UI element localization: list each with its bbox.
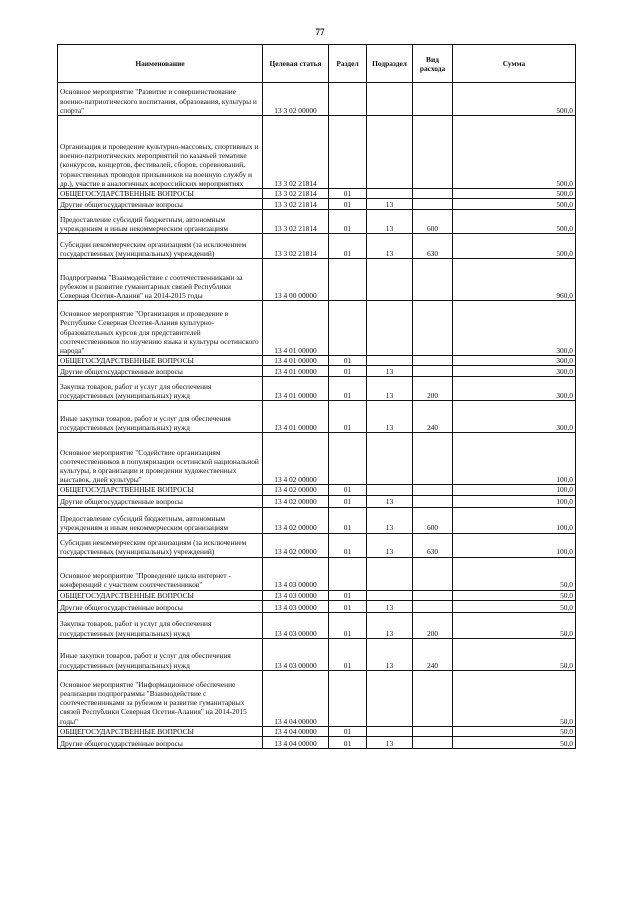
- cell-section: 01: [329, 485, 367, 495]
- cell-section: 01: [329, 210, 367, 234]
- cell-section: 01: [329, 366, 367, 377]
- cell-type: [413, 590, 453, 600]
- header-expense-type: Вид расхода: [413, 45, 453, 83]
- table-row: [58, 670, 576, 726]
- cell-amount: 300,0: [453, 301, 576, 356]
- page-number: 77: [315, 27, 325, 37]
- cell-code: 13 4 01 00000: [263, 377, 329, 401]
- cell-type: 200: [413, 377, 453, 401]
- table-row: [58, 433, 576, 485]
- cell-subsection: 13: [367, 507, 413, 533]
- cell-code: 13 3 02 21814: [263, 234, 329, 259]
- cell-subsection: 13: [367, 377, 413, 401]
- budget-table: [57, 44, 576, 749]
- cell-type: 600: [413, 210, 453, 234]
- cell-type: 240: [413, 638, 453, 670]
- cell-code: 13 3 02 21814: [263, 116, 329, 189]
- cell-type: [413, 83, 453, 116]
- cell-subsection: [367, 259, 413, 301]
- cell-subsection: 13: [367, 401, 413, 433]
- cell-amount: 50,0: [453, 726, 576, 736]
- cell-section: 01: [329, 401, 367, 433]
- table-row: [58, 116, 576, 189]
- cell-code: 13 4 04 00000: [263, 670, 329, 726]
- cell-section: 01: [329, 507, 367, 533]
- cell-amount: 960,0: [453, 259, 576, 301]
- table-row: [58, 638, 576, 670]
- cell-code: 13 4 03 00000: [263, 612, 329, 638]
- cell-type: 240: [413, 401, 453, 433]
- cell-section: 01: [329, 495, 367, 507]
- table-header-row: [58, 45, 576, 83]
- cell-section: [329, 433, 367, 485]
- cell-section: 01: [329, 726, 367, 736]
- cell-code: 13 4 00 00000: [263, 259, 329, 301]
- cell-type: [413, 116, 453, 189]
- table-row: [58, 259, 576, 301]
- cell-section: [329, 116, 367, 189]
- cell-code: 13 4 02 00000: [263, 507, 329, 533]
- cell-type: 600: [413, 507, 453, 533]
- cell-type: 630: [413, 533, 453, 557]
- cell-type: [413, 356, 453, 366]
- cell-name: ОБЩЕГОСУДАРСТВЕННЫЕ ВОПРОСЫ: [58, 485, 263, 495]
- cell-name: Основное мероприятие "Развитие и совершенствование военно-патриотического воспитания, образования, культуры и спорта": [58, 83, 263, 116]
- cell-subsection: [367, 670, 413, 726]
- cell-type: [413, 199, 453, 210]
- cell-amount: 300,0: [453, 401, 576, 433]
- cell-name: Субсидии некоммерческим организациям (за исключением государственных (муниципальных) учреждений): [58, 234, 263, 259]
- cell-amount: 100,0: [453, 485, 576, 495]
- cell-code: 13 4 02 00000: [263, 433, 329, 485]
- cell-section: 01: [329, 189, 367, 199]
- table-row: [58, 495, 576, 507]
- table-row: [58, 356, 576, 366]
- cell-subsection: [367, 726, 413, 736]
- cell-subsection: 13: [367, 737, 413, 749]
- header-code: Целевая статья: [263, 45, 329, 83]
- cell-name: ОБЩЕГОСУДАРСТВЕННЫЕ ВОПРОСЫ: [58, 356, 263, 366]
- cell-name: Основное мероприятие "Содействие организациям соотечественников в популяризации осетинской национальной культуры, в организации и проведении художественных выставок, дней культуры": [58, 433, 263, 485]
- cell-code: 13 4 04 00000: [263, 726, 329, 736]
- cell-type: [413, 259, 453, 301]
- table-row: [58, 612, 576, 638]
- cell-type: [413, 495, 453, 507]
- cell-section: 01: [329, 638, 367, 670]
- cell-type: [413, 737, 453, 749]
- cell-section: 01: [329, 612, 367, 638]
- cell-name: Организация и проведение культурно-массовых, спортивных и военно-патриотических мероприятий по казачьей тематике (конкурсов, концертов, фестивалей, сборов, соревнований, торжественных проводов призывников на военную службу и др.), участие в аналогичных всероссийских мероприятиях: [58, 116, 263, 189]
- cell-subsection: 13: [367, 234, 413, 259]
- cell-subsection: 13: [367, 612, 413, 638]
- header-name: Наименование: [58, 45, 263, 83]
- cell-amount: 100,0: [453, 533, 576, 557]
- cell-subsection: [367, 557, 413, 590]
- cell-name: Другие общегосударственные вопросы: [58, 600, 263, 612]
- cell-type: [413, 189, 453, 199]
- cell-code: 13 3 02 21814: [263, 210, 329, 234]
- cell-section: [329, 259, 367, 301]
- cell-section: [329, 557, 367, 590]
- cell-subsection: 13: [367, 366, 413, 377]
- cell-amount: 500,0: [453, 116, 576, 189]
- table-row: [58, 726, 576, 736]
- cell-amount: 500,0: [453, 189, 576, 199]
- cell-subsection: 13: [367, 600, 413, 612]
- table-row: [58, 199, 576, 210]
- cell-amount: 300,0: [453, 377, 576, 401]
- table-row: [58, 533, 576, 557]
- cell-amount: 50,0: [453, 590, 576, 600]
- cell-name: ОБЩЕГОСУДАРСТВЕННЫЕ ВОПРОСЫ: [58, 189, 263, 199]
- table-row: [58, 210, 576, 234]
- cell-amount: 50,0: [453, 612, 576, 638]
- cell-subsection: [367, 433, 413, 485]
- cell-amount: 500,0: [453, 199, 576, 210]
- cell-amount: 500,0: [453, 83, 576, 116]
- cell-code: 13 4 02 00000: [263, 495, 329, 507]
- table-row: [58, 83, 576, 116]
- cell-type: [413, 600, 453, 612]
- cell-type: [413, 670, 453, 726]
- cell-subsection: 13: [367, 199, 413, 210]
- cell-section: 01: [329, 199, 367, 210]
- cell-amount: 100,0: [453, 433, 576, 485]
- cell-subsection: [367, 83, 413, 116]
- cell-name: Предоставление субсидий бюджетным, автономным учреждениям и иным некоммерческим организациям: [58, 210, 263, 234]
- cell-subsection: 13: [367, 533, 413, 557]
- cell-name: Другие общегосударственные вопросы: [58, 737, 263, 749]
- table-row: [58, 600, 576, 612]
- cell-name: Предоставление субсидий бюджетным, автономным учреждениям и иным некоммерческим организациям: [58, 507, 263, 533]
- cell-name: Субсидии некоммерческим организациям (за исключением государственных (муниципальных) учреждений): [58, 533, 263, 557]
- cell-name: Иные закупки товаров, работ и услуг для обеспечения государственных (муниципальных) нужд: [58, 401, 263, 433]
- table-row: [58, 590, 576, 600]
- cell-amount: 100,0: [453, 507, 576, 533]
- cell-code: 13 3 02 21814: [263, 199, 329, 210]
- cell-code: 13 4 03 00000: [263, 590, 329, 600]
- cell-code: 13 4 01 00000: [263, 356, 329, 366]
- cell-amount: 500,0: [453, 234, 576, 259]
- cell-name: Закупка товаров, работ и услуг для обеспечения государственных (муниципальных) нужд: [58, 377, 263, 401]
- cell-name: ОБЩЕГОСУДАРСТВЕННЫЕ ВОПРОСЫ: [58, 590, 263, 600]
- cell-code: 13 4 03 00000: [263, 638, 329, 670]
- table-row: [58, 189, 576, 199]
- cell-subsection: 13: [367, 638, 413, 670]
- cell-code: 13 4 02 00000: [263, 485, 329, 495]
- cell-amount: 500,0: [453, 210, 576, 234]
- cell-name: Иные закупки товаров, работ и услуг для обеспечения государственных (муниципальных) нужд: [58, 638, 263, 670]
- cell-section: 01: [329, 533, 367, 557]
- header-subsection: Подраздел: [367, 45, 413, 83]
- cell-code: 13 4 03 00000: [263, 557, 329, 590]
- cell-section: [329, 301, 367, 356]
- cell-type: 630: [413, 234, 453, 259]
- cell-code: 13 4 01 00000: [263, 301, 329, 356]
- cell-section: [329, 83, 367, 116]
- cell-subsection: [367, 590, 413, 600]
- cell-section: 01: [329, 600, 367, 612]
- cell-type: [413, 301, 453, 356]
- table-row: [58, 737, 576, 749]
- cell-type: [413, 433, 453, 485]
- cell-name: Основное мероприятие "Информационное обеспечение реализации подпрограммы "Взаимодействие с соотечественниками за рубежом и развитие гуманитарных связей Республики Северная Осетия-Алания" на 2014-2015 годы": [58, 670, 263, 726]
- table-row: [58, 507, 576, 533]
- table-row: [58, 377, 576, 401]
- table-row: [58, 234, 576, 259]
- cell-type: [413, 366, 453, 377]
- cell-amount: 300,0: [453, 366, 576, 377]
- cell-subsection: [367, 189, 413, 199]
- cell-type: 200: [413, 612, 453, 638]
- cell-type: [413, 485, 453, 495]
- cell-name: Подпрограмма "Взаимодействие с соотечественниками за рубежом и развитие гуманитарных связей Республики Северная Осетия-Алания" на 2014-2015 годы: [58, 259, 263, 301]
- cell-amount: 50,0: [453, 600, 576, 612]
- cell-subsection: [367, 116, 413, 189]
- cell-code: 13 3 02 00000: [263, 83, 329, 116]
- cell-section: 01: [329, 590, 367, 600]
- cell-name: Другие общегосударственные вопросы: [58, 495, 263, 507]
- cell-name: Другие общегосударственные вопросы: [58, 199, 263, 210]
- cell-subsection: 13: [367, 495, 413, 507]
- header-amount: Сумма: [453, 45, 576, 83]
- cell-code: 13 3 02 21814: [263, 189, 329, 199]
- cell-section: 01: [329, 234, 367, 259]
- cell-subsection: [367, 485, 413, 495]
- cell-amount: 50,0: [453, 557, 576, 590]
- header-section: Раздел: [329, 45, 367, 83]
- cell-name: Другие общегосударственные вопросы: [58, 366, 263, 377]
- cell-code: 13 4 01 00000: [263, 401, 329, 433]
- table-row: [58, 366, 576, 377]
- cell-name: Основное мероприятие "Проведение цикла интернет - конференций с участием соотечественников": [58, 557, 263, 590]
- cell-section: 01: [329, 356, 367, 366]
- cell-amount: 50,0: [453, 670, 576, 726]
- cell-type: [413, 557, 453, 590]
- cell-section: 01: [329, 377, 367, 401]
- cell-code: 13 4 01 00000: [263, 366, 329, 377]
- cell-subsection: 13: [367, 210, 413, 234]
- cell-code: 13 4 02 00000: [263, 533, 329, 557]
- cell-subsection: [367, 356, 413, 366]
- table-body: [58, 83, 576, 749]
- cell-section: [329, 670, 367, 726]
- cell-amount: 50,0: [453, 638, 576, 670]
- cell-type: [413, 726, 453, 736]
- cell-section: 01: [329, 737, 367, 749]
- table-row: [58, 557, 576, 590]
- cell-name: ОБЩЕГОСУДАРСТВЕННЫЕ ВОПРОСЫ: [58, 726, 263, 736]
- cell-name: Закупка товаров, работ и услуг для обеспечения государственных (муниципальных) нужд: [58, 612, 263, 638]
- cell-amount: 300,0: [453, 356, 576, 366]
- cell-subsection: [367, 301, 413, 356]
- cell-amount: 100,0: [453, 495, 576, 507]
- cell-code: 13 4 03 00000: [263, 600, 329, 612]
- table-row: [58, 401, 576, 433]
- table-row: [58, 485, 576, 495]
- cell-code: 13 4 04 00000: [263, 737, 329, 749]
- cell-name: Основное мероприятие "Организация и проведение в Республике Северная Осетия-Алания культурно-образовательных курсов для представителей соотечественников по изучению языка и культуры осетинского народа": [58, 301, 263, 356]
- cell-amount: 50,0: [453, 737, 576, 749]
- table-row: [58, 301, 576, 356]
